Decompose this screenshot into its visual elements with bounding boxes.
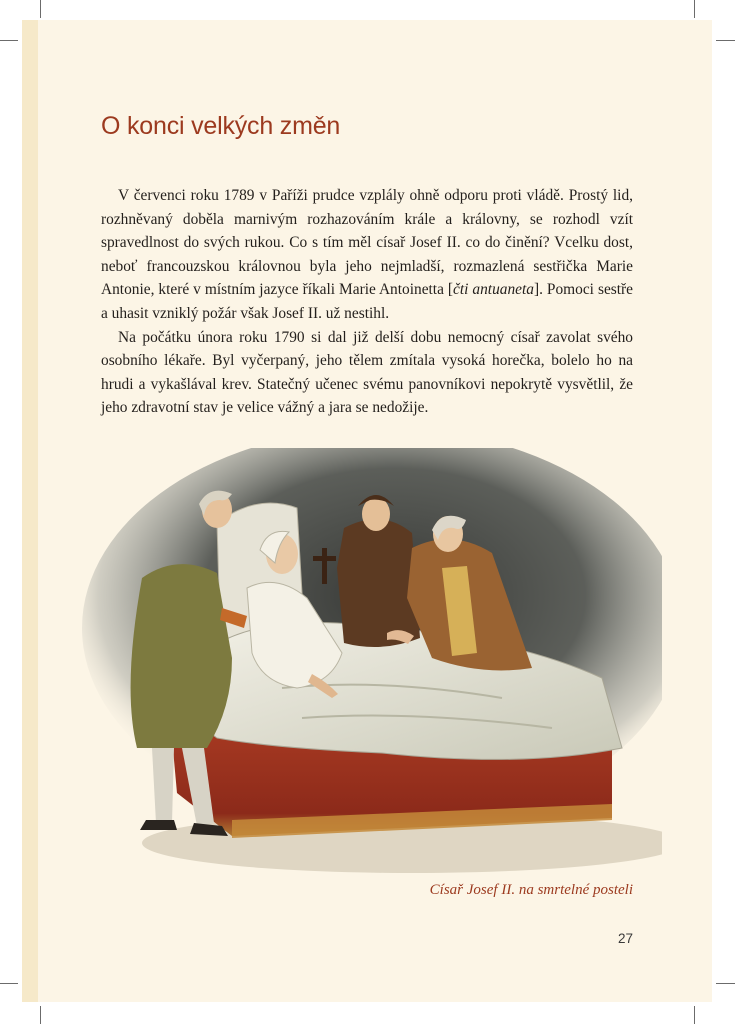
crop-mark xyxy=(40,0,41,18)
monk-robe xyxy=(337,519,420,647)
crop-mark xyxy=(0,40,18,41)
crop-mark xyxy=(40,1006,41,1024)
deathbed-illustration xyxy=(82,448,662,880)
paragraph-1-text-a: V červenci roku 1789 v Paříži prudce vzplály ohně odporu proti vládě. Prostý lid, rozhněvaný doběla marnivým rozhazováním krále a královny, se rozhodl vzít spravedlnost do svých rukou. Co s tím měl císař Josef II. co do činění? Vcelku dost, neboť francouzskou královnou byla jeho nejmladší, rozmazlená sestřička Marie Antonie, které v místním jazyce říkali Marie Antoinetta [ xyxy=(101,187,633,299)
paragraph-1 xyxy=(101,184,633,326)
physician-coat xyxy=(131,564,232,748)
pronunciation-hint: čti antuaneta xyxy=(453,281,534,299)
illustration-caption: Císař Josef II. na smrtelné posteli xyxy=(429,882,633,898)
crop-mark xyxy=(716,40,735,41)
monk-head xyxy=(362,497,390,531)
page-number: 27 xyxy=(617,931,633,946)
body-text xyxy=(101,184,633,420)
crucifix-horizontal xyxy=(313,556,336,561)
crop-mark xyxy=(0,983,18,984)
paragraph-2: Na počátku února roku 1790 si dal již delší dobu nemocný císař zavolat svého osobního lékaře. Byl vyčerpaný, jeho tělem zmítala vysoká horečka, bolelo ho na hrudi a vykašlával krev. Statečný učenec svému panovníkovi nepokrytě vysvětlil, že jeho zdravotní stav je velice vážný a jara se nedožije. xyxy=(101,328,633,417)
crop-mark xyxy=(694,1006,695,1024)
paragraph-1-text-b: ]. Pomoci sestře a uhasit vzniklý požár však Josef II. už nestihl. xyxy=(101,281,633,322)
physician-leg xyxy=(152,748,174,823)
page-edge-strip xyxy=(22,20,38,1002)
crop-mark xyxy=(694,0,695,18)
chapter-title: O konci velkých změn xyxy=(101,112,341,140)
crucifix-vertical xyxy=(322,548,327,584)
physician-shoe xyxy=(140,820,177,830)
crop-mark xyxy=(716,983,735,984)
